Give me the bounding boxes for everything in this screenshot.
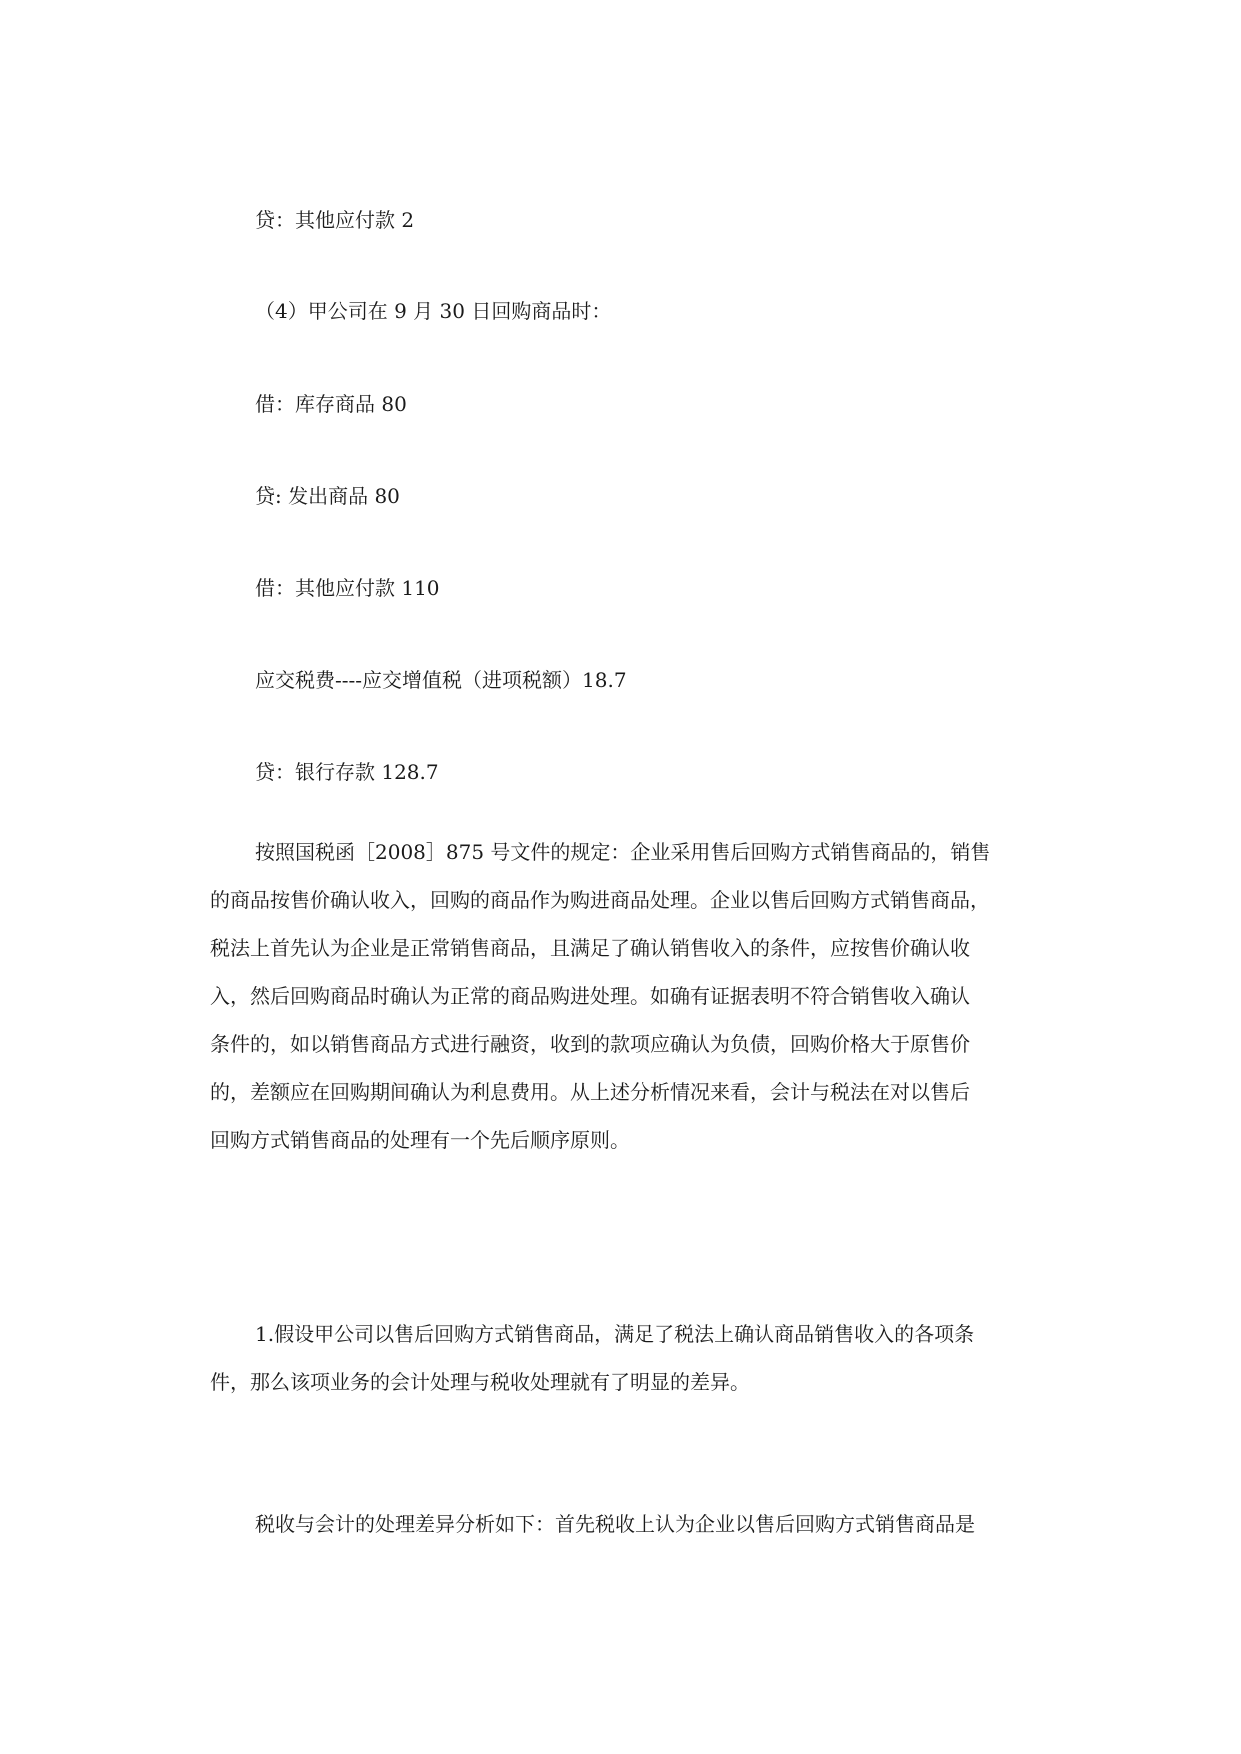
body-paragraph [210,1500,1040,1548]
paragraph-line: 1.假设甲公司以售后回购方式销售商品，满足了税法上确认商品销售收入的各项条 [255,1322,975,1346]
paragraph-line: 按照国税函［2008］875 号文件的规定：企业采用售后回购方式销售商品的，销售 [255,840,991,864]
journal-entry-heading: （4）甲公司在 9 月 30 日回购商品时： [255,299,612,323]
paragraph-line: 条件的，如以销售商品方式进行融资，收到的款项应确认为负债，回购价格大于原售价 [210,1032,970,1056]
journal-entry-line: 贷：银行存款 128.7 [255,760,439,784]
journal-entry-line: 贷：其他应付款 2 [255,208,415,232]
journal-entry-line: 贷: 发出商品 80 [255,484,400,508]
paragraph-line: 税收与会计的处理差异分析如下：首先税收上认为企业以售后回购方式销售商品是 [255,1512,975,1536]
paragraph-line: 的，差额应在回购期间确认为利息费用。从上述分析情况来看，会计与税法在对以售后 [210,1080,970,1104]
paragraph-line: 的商品按售价确认收入，回购的商品作为购进商品处理。企业以售后回购方式销售商品， [210,888,990,912]
paragraph-line: 税法上首先认为企业是正常销售商品，且满足了确认销售收入的条件，应按售价确认收 [210,936,970,960]
journal-entry-line: 应交税费----应交增值税（进项税额）18.7 [255,668,627,692]
body-paragraph [210,828,1040,1164]
journal-entry-line: 借：库存商品 80 [255,392,407,416]
body-paragraph [210,1310,1040,1406]
paragraph-line: 回购方式销售商品的处理有一个先后顺序原则。 [210,1128,630,1152]
journal-entry-line: 借：其他应付款 110 [255,576,440,600]
paragraph-line: 入，然后回购商品时确认为正常的商品购进处理。如确有证据表明不符合销售收入确认 [210,984,970,1008]
paragraph-line: 件，那么该项业务的会计处理与税收处理就有了明显的差异。 [210,1370,750,1394]
